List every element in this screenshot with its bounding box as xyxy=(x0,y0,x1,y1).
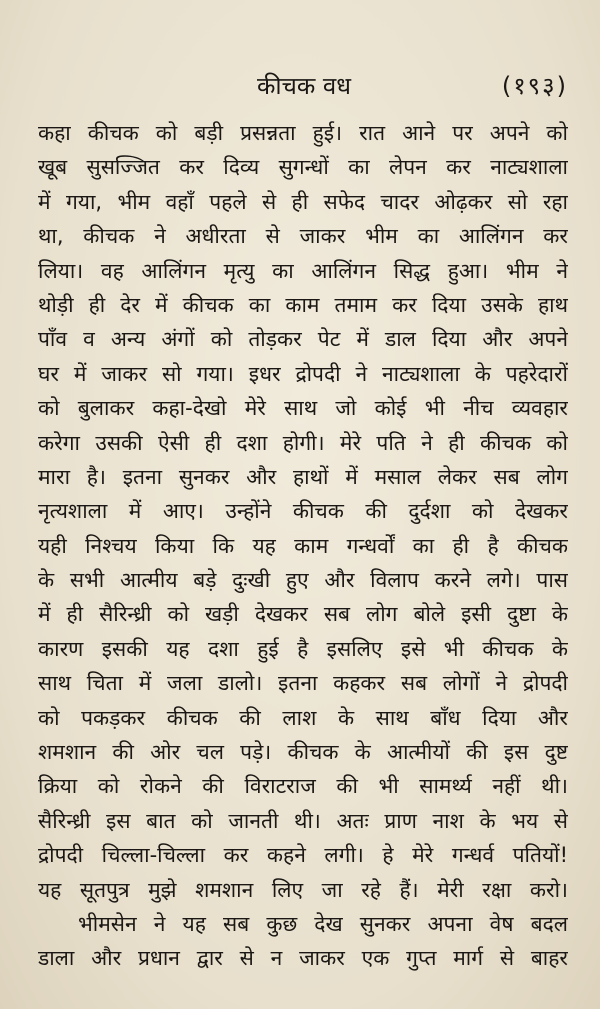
text-line: को बुलाकर कहा-देखो मेरे साथ जो कोई भी नीच व्यवहार xyxy=(38,396,568,421)
page-header xyxy=(40,68,568,108)
text-line: लिया। वह आलिंगन मृत्यु का आलिंगन सिद्ध हुआ। भीम ने xyxy=(38,258,568,283)
text-line: साथ चिता में जला डालो। इतना कहकर सब लोगों ने द्रोपदी xyxy=(38,671,568,696)
page-number: (१९३) xyxy=(501,72,568,100)
text-line: मारा है। इतना सुनकर और हाथों में मसाल लेकर सब लोग xyxy=(38,464,568,489)
text-line: कहा कीचक को बड़ी प्रसन्नता हुई। रात आने पर अपने को xyxy=(38,121,568,145)
body-text xyxy=(38,116,568,976)
text-line: यह सूतपुत्र मुझे शमशान लिए जा रहे हैं। मेरी रक्षा करो। xyxy=(38,877,568,902)
text-line: द्रोपदी चिल्ला-चिल्ला कर कहने लगी। हे मेरे गन्धर्व पतियों! xyxy=(38,843,568,868)
text-line: क्रिया को रोकने की विराटराज की भी सामर्थ्य नहीं थी। xyxy=(38,774,568,799)
text-line: खूब सुसज्जित कर दिव्य सुगन्धों का लेपन कर नाट्यशाला xyxy=(38,155,568,180)
text-line: शमशान की ओर चल पड़े। कीचक के आत्मीयों की इस दुष्ट xyxy=(38,740,568,765)
text-line: घर में जाकर सो गया। इधर द्रोपदी ने नाट्यशाला के पहरेदारों xyxy=(38,361,568,386)
text-line: में ही सैरिन्ध्री को खड़ी देखकर सब लोग बोले इसी दुष्टा के xyxy=(38,602,568,627)
text-line: को पकड़कर कीचक की लाश के साथ बाँध दिया और xyxy=(38,705,568,730)
text-line: में गया, भीम वहाँ पहले से ही सफेद चादर ओढ़कर सो रहा xyxy=(38,189,568,214)
text-line: के सभी आत्मीय बड़े दुःखी हुए और विलाप करने लगे। पास xyxy=(38,568,568,593)
text-line: यही निश्चय किया कि यह काम गन्धर्वों का ही है कीचक xyxy=(38,533,568,558)
text-line: सैरिन्ध्री इस बात को जानती थी। अतः प्राण नाश के भय से xyxy=(38,808,568,833)
text-line: कारण इसकी यह दशा हुई है इसलिए इसे भी कीचक के xyxy=(38,636,568,661)
text-line: पाँव व अन्य अंगों को तोड़कर पेट में डाल दिया और अपने xyxy=(38,327,568,352)
paragraph-first-line: भीमसेन ने यह सब कुछ देख सुनकर अपना वेष बदल xyxy=(78,911,568,936)
chapter-title: कीचक वध xyxy=(256,72,352,100)
text-line: डाला और प्रधान द्वार से न जाकर एक गुप्त मार्ग से बाहर xyxy=(38,946,568,971)
text-line: नृत्यशाला में आए। उन्होंने कीचक की दुर्दशा को देखकर xyxy=(38,499,568,524)
text-line: थोड़ी ही देर में कीचक का काम तमाम कर दिया उसके हाथ xyxy=(38,292,568,317)
text-line: था, कीचक ने अधीरता से जाकर भीम का आलिंगन कर xyxy=(38,224,568,249)
text-line: करेगा उसकी ऐसी ही दशा होगी। मेरे पति ने ही कीचक को xyxy=(38,430,568,455)
